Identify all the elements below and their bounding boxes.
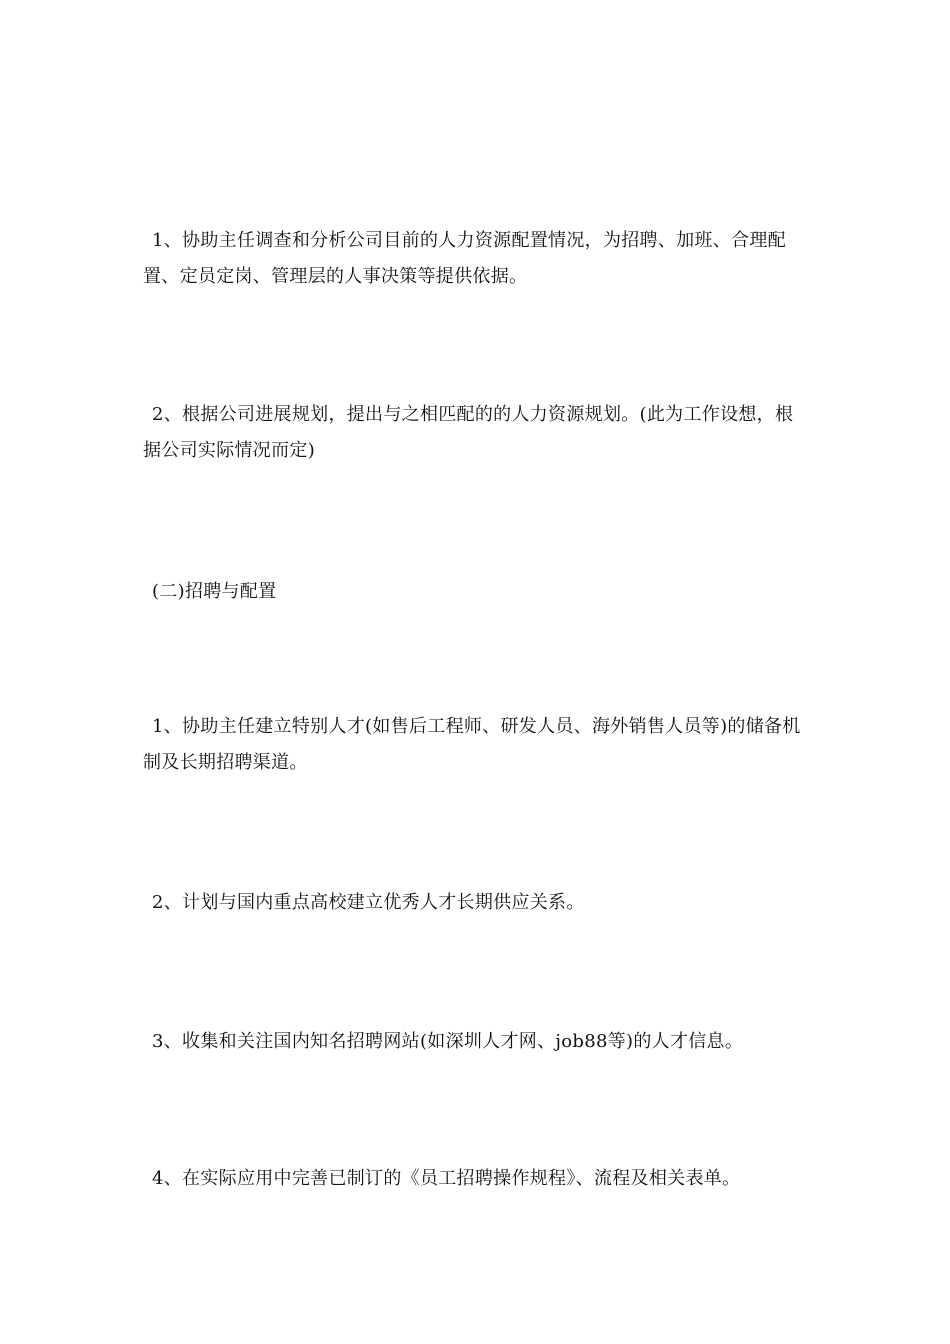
paragraph-planning-item-1: 1、协助主任调查和分析公司目前的人力资源配置情况，为招聘、加班、合理配置、定员定岗、管理层的人事决策等提供依据。 xyxy=(143,230,786,287)
paragraph-recruitment-item-3: 3、收集和关注国内知名招聘网站(如深圳人才网、job88等)的人才信息。 xyxy=(152,1031,744,1052)
paragraph-recruitment-item-2: 2、计划与国内重点高校建立优秀人才长期供应关系。 xyxy=(152,892,585,913)
paragraph-recruitment-item-1: 1、协助主任建立特别人才(如售后工程师、研发人员、海外销售人员等)的储备机制及长期招聘渠道。 xyxy=(143,716,801,773)
paragraph-recruitment-item-4: 4、在实际应用中完善已制订的《员工招聘操作规程》、流程及相关表单。 xyxy=(152,1168,741,1189)
paragraph-planning-item-2: 2、根据公司进展规划，提出与之相匹配的的人力资源规划。(此为工作设想，根据公司实际情况而定) xyxy=(143,404,794,461)
section-heading-recruitment: (二)招聘与配置 xyxy=(152,581,277,602)
